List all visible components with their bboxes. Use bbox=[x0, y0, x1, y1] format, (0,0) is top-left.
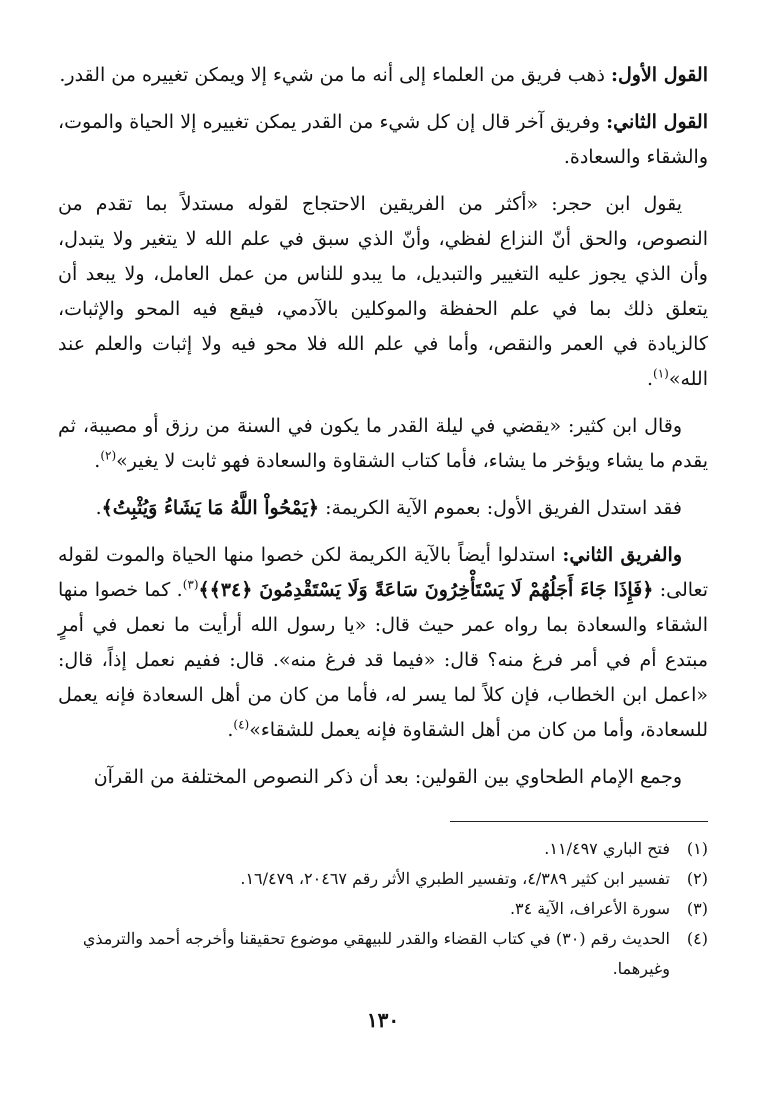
paragraph-text-continued: . كما خصوا منها الشقاء والسعادة بما رواه عمر حيث قال: «يا رسول الله أرأيت ما نعمل في أمرٍ مبتدع أم في أمر فرغ منه؟ قال: «فيما قد فرغ منه». قال: ففيم نعمل إذاً، قال: «اعمل ابن الخطاب، فإن كلاً لما يسر له، فأما من كان من أهل السعادة فإنه يعمل للسعادة، وأما من كان من أهل الشقاوة فإنه يعمل للشقاء» bbox=[58, 579, 709, 741]
footnote-number: (٢) bbox=[686, 869, 708, 888]
paragraph-text: يقول ابن حجر: «أكثر من الفريقين الاحتجاج لقوله مستدلاً بما تقدم من النصوص، والحق أنّ النزاع لفظي، وأنّ الذي سبق في علم الله لا يتغير ولا يتبدل، وأن الذي يجوز عليه التغيير والتبديل، ما يبدو للناس من عمل العامل، ولا يبعد أن يتعلق ذلك بما في علم الحفظة والموكلين بالآدمي، فيقع فيه المحو والإثبات، كالزيادة في العمر والنقص، وأما في علم الله فلا محو فيه ولا إثبات والعلم عند الله» bbox=[58, 193, 708, 390]
footnote-item bbox=[58, 894, 708, 924]
paragraph-tahawi bbox=[58, 760, 708, 795]
footnote-ref[interactable]: (١) bbox=[653, 366, 669, 381]
page-number: ١٣٠ bbox=[366, 1008, 400, 1032]
footnote-item bbox=[58, 864, 708, 894]
footnote-item bbox=[58, 924, 708, 984]
paragraph-text: وقال ابن كثير: «يقضي في ليلة القدر ما يكون في السنة من رزق أو مصيبة، ثم يقدم ما يشاء ويؤخر ما يشاء، فأما كتاب الشقاوة والسعادة فهو ثابت لا يغير» bbox=[58, 415, 708, 472]
footnote-text: تفسير ابن كثير ٤/٣٨٩، وتفسير الطبري الأثر رقم ٢٠٤٦٧، ١٦/٤٧٩. bbox=[240, 869, 670, 888]
footnotes bbox=[58, 834, 708, 984]
paragraph-first-group-evidence: فقد استدل الفريق الأول: بعموم الآية الكريمة: ﴿يَمْحُواْ اللَّهُ مَا يَشَاءُ وَيُثْبِتُ﴾. bbox=[95, 497, 682, 519]
footnote-text: الحديث رقم (٣٠) في كتاب القضاء والقدر للبيهقي موضوع تحقيقنا وأخرجه أحمد والترمذي وغيرهما. bbox=[82, 929, 670, 978]
footnote-text: سورة الأعراف، الآية ٣٤. bbox=[509, 899, 670, 918]
footnote-item bbox=[58, 834, 708, 864]
footnote-number: (٣) bbox=[686, 899, 708, 918]
quran-verse: ﴿فَإِذَا جَاءَ أَجَلُهُمْ لَا يَسْتَأْخِرُونَ سَاعَةً وَلَا يَسْتَقْدِمُونَ ﴿٣٤﴾﴾ bbox=[198, 579, 654, 601]
paragraph-lead: والفريق الثاني: bbox=[562, 544, 682, 566]
paragraph-text: وجمع الإمام الطحاوي بين القولين: بعد أن ذكر النصوص المختلفة من القرآن bbox=[93, 766, 682, 788]
footnote-divider bbox=[450, 821, 708, 822]
footnote-ref[interactable]: (٤) bbox=[233, 717, 250, 732]
paragraph-text: ذهب فريق من العلماء إلى أنه ما من شيء إلا ويمكن تغييره من القدر. bbox=[59, 64, 611, 86]
paragraph-ibn-kathir: وقال ابن كثير: «يقضي في ليلة القدر ما يكون في السنة من رزق أو مصيبة، ثم يقدم ما يشاء ويؤخر ما يشاء، فأما كتاب الشقاوة والسعادة فهو ثابت لا يغير»$^{(٢)}$. bbox=[58, 415, 708, 472]
paragraph-second-group-evidence: والفريق الثاني: استدلوا أيضاً بالآية الكريمة لكن خصوا منها الحياة والموت لقوله تعالى: ﴿فَإِذَا جَاءَ أَجَلُهُمْ لَا يَسْتَأْخِرُونَ سَاعَةً وَلَا يَسْتَقْدِمُونَ ﴿٣٤﴾﴾$^{(٣)}$. كما خصوا منها الشقاء والسعادة بما رواه عمر حيث قال: «يا رسول الله أرأيت ما نعمل في أمرٍ مبتدع أم في أمر فرغ منه؟ قال: «فيما قد فرغ منه». قال: ففيم نعمل إذاً، قال: «اعمل ابن الخطاب، فإن كلاً لما يسر له، فأما من كان من أهل السعادة فإنه يعمل للسعادة، وأما من كان من أهل الشقاوة فإنه يعمل للشقاء»$^{(٤)}$. bbox=[58, 544, 709, 741]
paragraph-lead: القول الأول: bbox=[610, 64, 708, 86]
paragraph-text: استدلوا أيضاً بالآية الكريمة لكن خصوا منها الحياة والموت لقوله تعالى: bbox=[58, 544, 708, 601]
quran-verse: ﴿يَمْحُواْ اللَّهُ مَا يَشَاءُ وَيُثْبِتُ﴾ bbox=[101, 497, 320, 519]
footnote-text: فتح الباري ١١/٤٩٧. bbox=[544, 839, 670, 858]
paragraph-second-opinion bbox=[58, 105, 708, 175]
footnote-ref[interactable]: (٢) bbox=[100, 448, 117, 463]
footnote-number: (٤) bbox=[686, 929, 708, 948]
paragraph-lead: القول الثاني: bbox=[606, 111, 708, 133]
footnote-number: (١) bbox=[686, 839, 708, 858]
paragraph-text: وفريق آخر قال إن كل شيء من القدر يمكن تغييره إلا الحياة والموت، والشقاء والسعادة. bbox=[58, 111, 708, 168]
paragraph-first-opinion bbox=[58, 58, 708, 93]
paragraph-ibn-hajar: يقول ابن حجر: «أكثر من الفريقين الاحتجاج لقوله مستدلاً بما تقدم من النصوص، والحق أنّ النزاع لفظي، وأنّ الذي سبق في علم الله لا يتغير ولا يتبدل، وأن الذي يجوز عليه التغيير والتبديل، ما يبدو للناس من عمل العامل، ولا يبعد أن يتعلق ذلك بما في علم الحفظة والموكلين بالآدمي، فيقع فيه المحو والإثبات، كالزيادة في العمر والنقص، وأما في علم الله فلا محو فيه ولا إثبات والعلم عند الله»$^{(١)}$. bbox=[58, 193, 708, 390]
footnote-ref[interactable]: (٣) bbox=[182, 577, 199, 592]
paragraph-text: فقد استدل الفريق الأول: بعموم الآية الكريمة: bbox=[319, 497, 682, 519]
